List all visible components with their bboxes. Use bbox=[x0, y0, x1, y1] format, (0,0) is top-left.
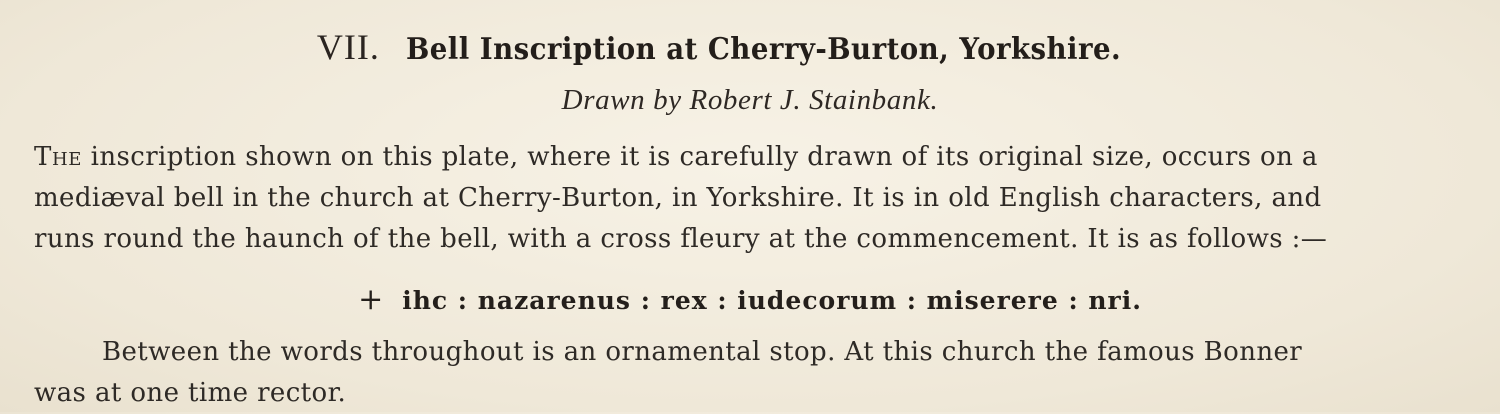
cross-fleury-icon: + bbox=[358, 282, 385, 317]
paragraph-initial-word: The bbox=[34, 142, 82, 172]
plate-title: Bell Inscription at Cherry-Burton, Yorkshire. bbox=[405, 32, 1121, 67]
paragraph-2-line-1: Between the words throughout is an ornamental stop. At this church the famous Bonner bbox=[102, 337, 1303, 367]
paragraph-2 bbox=[34, 332, 1444, 414]
plate-number: VII. bbox=[316, 27, 380, 67]
paragraph-2-line-2: was at one time rector. bbox=[34, 378, 347, 408]
paragraph-1-line-2: mediæval bell in the church at Cherry-Burton, in Yorkshire. It is in old English characters, and bbox=[34, 183, 1322, 213]
paragraph-1-line-3: runs round the haunch of the bell, with a cross fleury at the commencement. It is as follows :— bbox=[34, 224, 1328, 254]
inscription-text: ihc : nazarenus : rex : iudecorum : miserere : nri. bbox=[402, 286, 1142, 315]
bell-inscription bbox=[0, 282, 1500, 317]
paragraph-1-line-1 bbox=[34, 137, 1444, 178]
plate-heading bbox=[0, 26, 1500, 68]
paragraph-1-line-1-text: inscription shown on this plate, where it is carefully drawn of its original size, occurs on a bbox=[90, 142, 1318, 172]
paragraph-1 bbox=[34, 137, 1444, 260]
byline: Drawn by Robert J. Stainbank. bbox=[561, 84, 939, 116]
